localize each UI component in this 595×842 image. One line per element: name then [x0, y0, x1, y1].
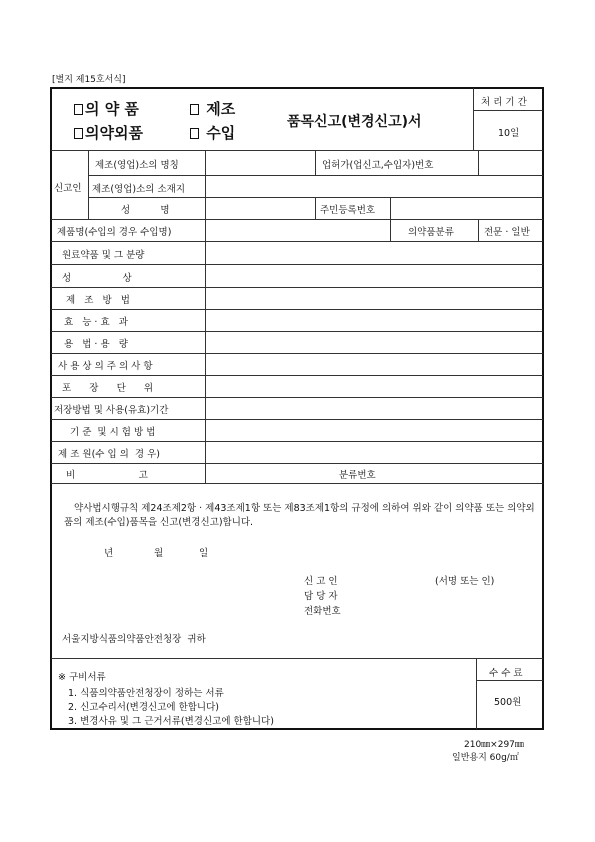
divider	[51, 331, 543, 332]
type-medicine[interactable]: 의 약 품	[74, 98, 139, 119]
field-label: 용 법 · 용 량	[64, 339, 128, 350]
maker-name-label: 제조(영업)소의 명칭	[95, 160, 179, 171]
field-label: 사 용 상 의 주 의 사 항	[58, 361, 153, 372]
divider	[476, 658, 477, 729]
field-label: 포 장 단 위	[62, 383, 154, 394]
divider	[478, 150, 479, 175]
date-month: 월	[154, 548, 164, 559]
reporter-sign-label: 신 고 인	[304, 576, 338, 587]
divider	[51, 483, 543, 484]
product-name-label: 제품명(수입의 경우 수입명)	[57, 227, 172, 238]
divider	[51, 658, 543, 659]
type-import[interactable]: 수입	[190, 122, 235, 143]
maker-address-label: 제조(영업)소의 소재지	[92, 184, 186, 195]
field-label: 제 조 원(수 입 의 경 우)	[58, 449, 160, 460]
divider	[390, 197, 391, 219]
sign-or-seal-note: (서명 또는 인)	[435, 576, 495, 587]
field-label: 제 조 방 법	[66, 295, 130, 306]
type-manufacture[interactable]: 제조	[190, 98, 235, 119]
checkbox-icon[interactable]	[190, 104, 199, 115]
form-title: 품목신고(변경신고)서	[287, 114, 422, 130]
field-label: 기 준 및 시 험 방 법	[70, 427, 156, 438]
divider	[390, 219, 391, 241]
required-documents-title: ※ 구비서류	[58, 672, 106, 683]
divider	[51, 397, 543, 398]
field-label: 성 상	[62, 273, 132, 284]
drug-category-value: 전문 · 일반	[484, 227, 530, 238]
divider	[51, 264, 543, 265]
declaration-statement: 약사법시행규칙 제24조제2항 · 제43조제1항 또는 제83조제1항의 규정에 의하여 위와 같이 의약품 또는 의약외품의 제조(수입)품목을 신고(변경신고)합니다.	[64, 503, 535, 528]
divider	[473, 88, 474, 150]
divider	[51, 419, 543, 420]
required-document-item: 2. 신고수리서(변경신고에 한합니다)	[68, 702, 219, 713]
field-label: 효 능 · 효 과	[64, 317, 128, 328]
checkbox-icon[interactable]	[74, 104, 83, 115]
divider	[88, 150, 89, 219]
classification-number-label: 분류번호	[339, 470, 376, 481]
divider	[51, 287, 543, 288]
phone-label: 전화번호	[304, 606, 341, 617]
name-label: 성 명	[121, 205, 170, 216]
required-document-item: 1. 식품의약품안전청장이 정하는 서류	[68, 688, 224, 699]
paper-size: 210㎜×297㎜	[464, 740, 524, 750]
resident-number-label: 주민등록번호	[320, 205, 376, 216]
date-day: 일	[199, 548, 209, 559]
divider	[315, 197, 316, 219]
person-in-charge-label: 담 당 자	[304, 591, 338, 602]
divider	[88, 175, 543, 176]
date-year: 년	[104, 548, 114, 559]
divider	[51, 463, 543, 464]
form-id: [별지 제15호서식]	[52, 75, 126, 85]
divider	[478, 219, 479, 241]
processing-period-value: 10일	[498, 128, 520, 139]
drug-category-label: 의약품분류	[408, 227, 454, 238]
divider	[473, 110, 543, 111]
divider	[476, 680, 543, 681]
fee-label: 수 수 료	[489, 668, 523, 679]
divider	[205, 150, 206, 483]
checkbox-icon[interactable]	[74, 128, 83, 139]
reporter-group-label: 신고인	[54, 183, 82, 194]
divider	[51, 441, 543, 442]
divider	[51, 353, 543, 354]
processing-period-label: 처 리 기 간	[481, 97, 527, 108]
required-document-item: 3. 변경사유 및 그 근거서류(변경신고에 한합니다)	[68, 716, 274, 727]
divider	[51, 219, 543, 220]
paper-type: 일반용지 60g/㎡	[452, 753, 519, 763]
divider	[51, 150, 543, 151]
remarks-label: 비 고	[66, 470, 148, 481]
divider	[315, 150, 316, 175]
field-label: 원료약품 및 그 분량	[62, 250, 145, 261]
divider	[51, 241, 543, 242]
fee-value: 500원	[494, 697, 522, 708]
field-label: 저장방법 및 사용(유효)기간	[54, 405, 169, 416]
addressee: 서울지방식품의약품안전청장 귀하	[62, 634, 206, 645]
divider	[51, 309, 543, 310]
type-quasi-drug[interactable]: 의약외품	[74, 122, 143, 143]
checkbox-icon[interactable]	[190, 128, 199, 139]
divider	[51, 375, 543, 376]
license-number-label: 업허가(업신고,수입자)번호	[322, 160, 434, 171]
